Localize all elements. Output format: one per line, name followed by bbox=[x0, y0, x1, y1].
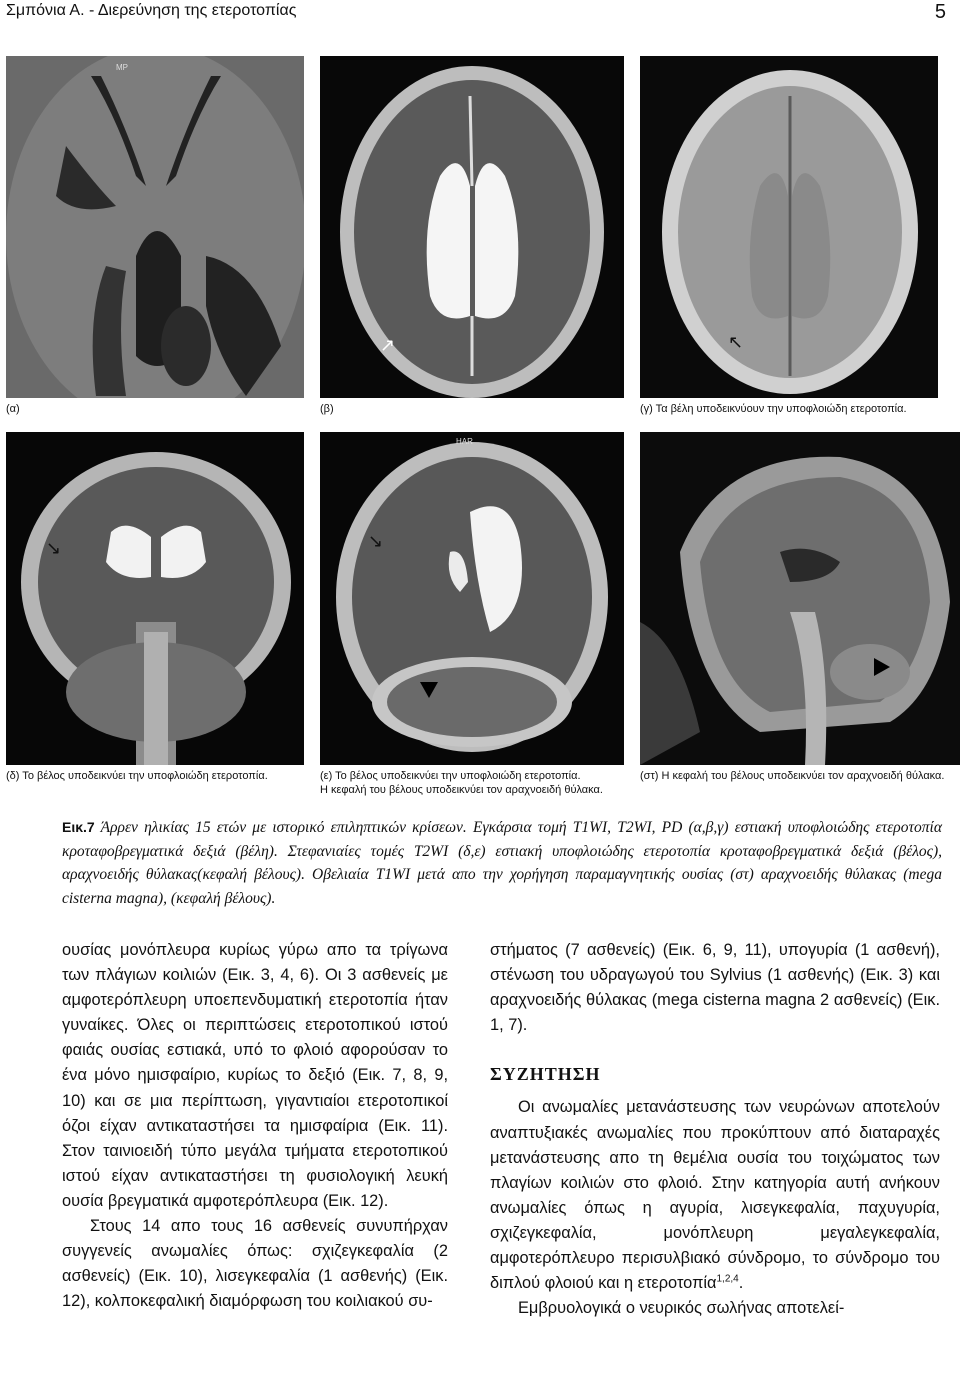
body-paragraph-end: . bbox=[738, 1274, 744, 1293]
mri-panel-c bbox=[640, 56, 938, 398]
mri-e-image bbox=[320, 432, 624, 765]
mri-b-image bbox=[320, 56, 624, 398]
panel-a-caption: (α) bbox=[6, 403, 20, 415]
arrow-icon: ↖ bbox=[728, 332, 744, 353]
mri-a-overlay-label: MP bbox=[116, 63, 128, 72]
right-column bbox=[490, 938, 940, 1321]
mri-panel-e bbox=[320, 432, 624, 765]
panel-b-caption: (β) bbox=[320, 403, 334, 415]
figure-caption bbox=[62, 816, 942, 910]
body-paragraph: ουσίας μονόπλευρα κυρίως γύρω απο τα τρίγωνα των πλάγιων κοιλιών (Εικ. 3, 4, 6). Οι 3 ασθενείς με αμφοτερόπλευρη υποεπενδυματική ετεροτοπία ήταν γυναίκες. Όλες οι περιπτώσεις ετεροτοπικού ιστού φαιάς ουσίας εστιακά, υπό το φλοιό αφορούσαν το ένα μόνο ημισφαίριο, κυρίως το δεξιό (Εικ. 7, 8, 9, 10) και σε μια περίπτωση, γιγαντιαίοι ετεροτοπικοί όζοι είχαν αντικαταστήσει τα ημισφαίρια (Εικ. 11). Στον ταινιοειδή τύπο μεγάλα τμήματα ετεροτοπικού ιστού είχαν αντικαταστήσει τη φυσιολογική λευκή ουσία βρεγματικά αμφοτερόπλευρα (Εικ. 12). bbox=[62, 941, 448, 1210]
mri-e-overlay-label: HAR bbox=[456, 437, 473, 446]
mri-panel-d bbox=[6, 432, 304, 765]
section-heading: ΣΥΖΗΤΗΣΗ bbox=[490, 1064, 601, 1085]
panel-f-caption: (στ) Η κεφαλή του βέλους υποδεικνύει τον αραχνοειδή θύλακα. bbox=[640, 770, 945, 782]
arrow-icon: ↘ bbox=[46, 538, 62, 559]
citation-superscript: 1,2,4 bbox=[716, 1273, 739, 1285]
mri-c-image bbox=[640, 56, 938, 398]
panel-e-caption-line2: Η κεφαλή του βέλους υποδεικνύει τον αραχνοειδή θύλακα. bbox=[320, 784, 603, 796]
figure-caption-label: Εικ.7 bbox=[62, 819, 95, 835]
mri-panel-a bbox=[6, 56, 304, 398]
arrow-icon: ↘ bbox=[368, 531, 384, 552]
body-paragraph: στήματος (7 ασθενείς) (Εικ. 6, 9, 11), υπογυρία (1 ασθενή), στένωση του υδραγωγού του Sylvius (1 ασθενής) (Εικ. 3) και αραχνοειδής θύλακας (mega cisterna magna 2 ασθενείς) (Εικ. 1, 7). bbox=[490, 941, 940, 1035]
panel-d-caption: (δ) Το βέλος υποδεικνύει την υποφλοιώδη ετεροτοπία. bbox=[6, 770, 268, 782]
running-title: Σμπόνια Α. - Διερεύνηση της ετεροτοπίας bbox=[6, 2, 297, 19]
page-number: 5 bbox=[934, 1, 946, 23]
mri-d-image bbox=[6, 432, 304, 765]
body-paragraph bbox=[490, 1095, 940, 1296]
figure-caption-text: Άρρεν ηλικίας 15 ετών με ιστορικό επιληπτικών κρίσεων. Εγκάρσια τομή T1WI, T2WI, PD (α,β,γ) εστιακή υποφλοιώδης ετεροτοπία κροταφοβρεγματικά δεξιά (βέλη). Στεφανιαίες τομές T2WI (δ,ε) εστιακή υποφλοιώδης ετεροτοπία κροταφοβρεγματικά δεξιά (βέλος), αραχνοειδής θύλακας(κεφαλή βέλους). Οβελιαία T1WI μετά απο την χορήγηση παραμαγνητικής ουσίας (στ) αραχνοειδής θύλακας (mega cisterna magna), (κεφαλή βέλους). bbox=[62, 819, 942, 907]
running-header bbox=[6, 2, 946, 24]
body-paragraph: Εμβρυολογικά ο νευρικός σωλήνας αποτελεί- bbox=[518, 1299, 845, 1318]
mri-panel-b bbox=[320, 56, 624, 398]
panel-c-caption: (γ) Τα βέλη υποδεικνύουν την υποφλοιώδη ετεροτοπία. bbox=[640, 403, 907, 415]
panel-e-caption-line1: (ε) Το βέλος υποδεικνύει την υποφλοιώδη ετεροτοπία. bbox=[320, 770, 581, 782]
left-column bbox=[62, 938, 448, 1314]
mri-a-image bbox=[6, 56, 304, 398]
body-paragraph: Στους 14 απο τους 16 ασθενείς συνυπήρχαν συγγενείς ανωμαλίες όπως: σχιζεγκεφαλία (2 ασθενείς) (Εικ. 10), λισεγκεφαλία (1 ασθενής) (Εικ. 12), κολποκεφαλική διαμόρφωση του κοιλιακού συ- bbox=[62, 1217, 448, 1311]
mri-panel-f bbox=[640, 432, 960, 765]
arrow-icon: ↗ bbox=[380, 335, 396, 356]
body-paragraph-text: Οι ανωμαλίες μετανάστευσης των νευρώνων αποτελούν αναπτυξιακές ανωμαλίες που προκύπτουν από διαταραχές μετανάστευσης απο τη θεμέλια ουσία του τοιχώματος των πλαγίων κοιλιών στο φλοιό. Στην κατηγορία αυτή ανήκουν ανωμαλίες όπως η αγυρία, λισεγκεφαλία, παχυγυρία, σχιζεγκεφαλία, μονόπλευρη μεγαλεγκεφαλία, αμφοτερόπλευρο περισυλβιακό σύνδρομο, το σύνδρομο του διπλού φλοιού και η ετεροτοπία bbox=[490, 1098, 940, 1293]
mri-f-image bbox=[640, 432, 960, 765]
